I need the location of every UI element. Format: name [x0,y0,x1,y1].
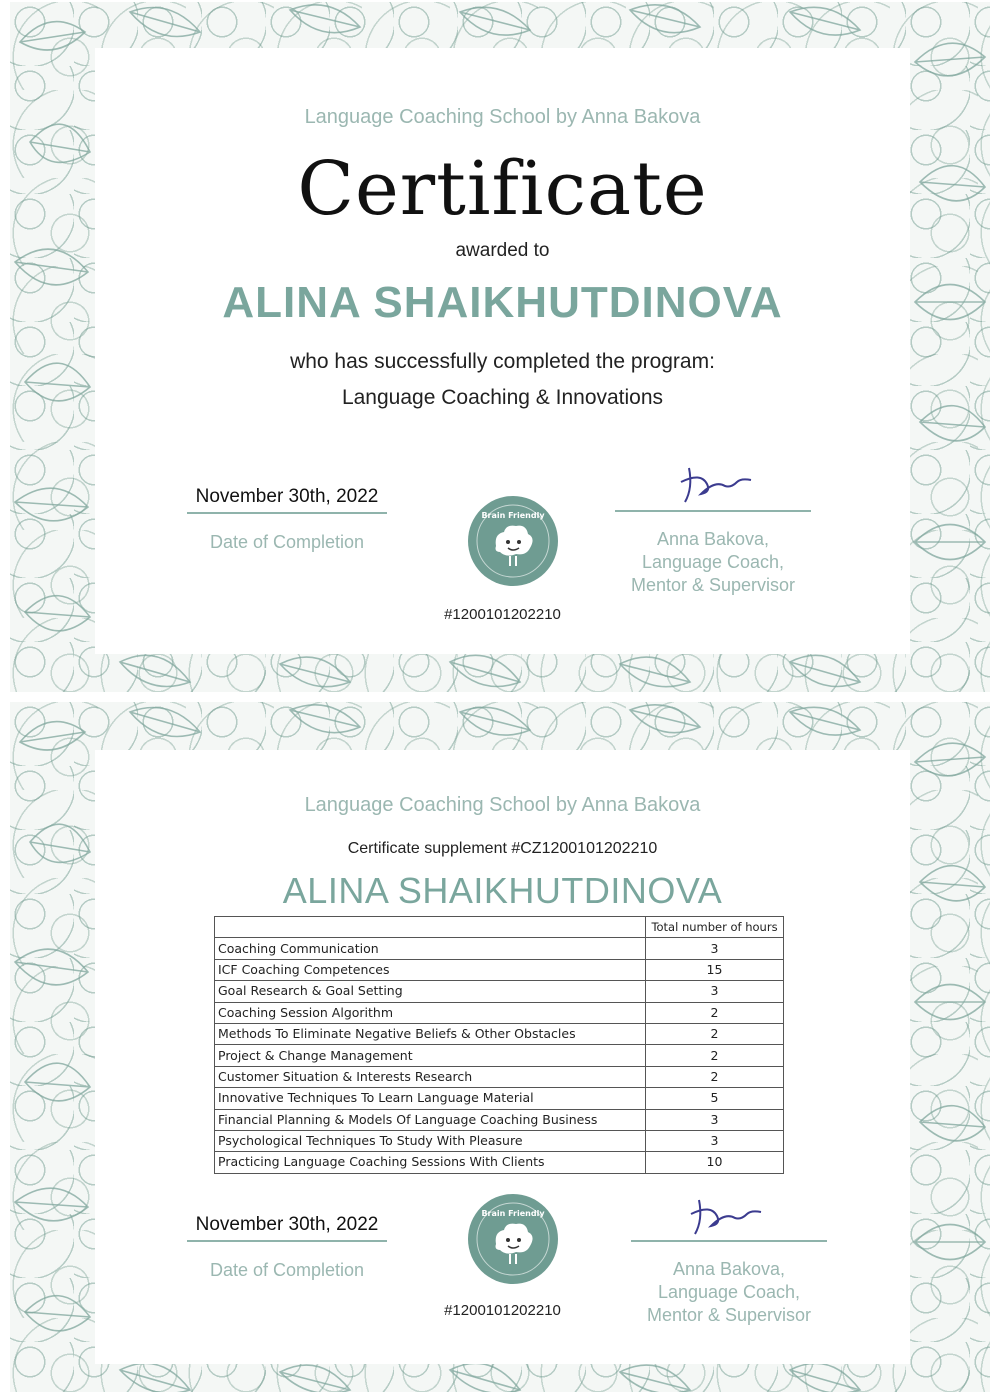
subject-cell: Psychological Techniques To Study With Pleasure [215,1130,646,1151]
supplement-panel [95,750,910,1364]
subject-cell: Practicing Language Coaching Sessions With Clients [215,1152,646,1173]
supplement-page [10,702,990,1392]
hours-cell: 3 [646,938,784,959]
certificate-page [10,2,990,692]
recipient-name: ALINA SHAIKHUTDINOVA [222,278,783,327]
hours-cell: 3 [646,981,784,1002]
date-of-completion-label: Date of Completion [209,532,365,552]
signature-image [681,1190,771,1238]
subject-cell: Methods To Eliminate Negative Beliefs & Other Obstacles [215,1023,646,1044]
table-row [215,1088,784,1109]
table-row [215,938,784,959]
signer-role: Language Coach, [641,552,785,572]
signature-block [631,1240,827,1327]
table-row [215,1002,784,1023]
recipient-name: ALINA SHAIKHUTDINOVA [282,870,723,911]
hours-cell: 2 [646,1066,784,1087]
completion-date-block [187,1214,387,1281]
hours-table [214,916,784,1174]
certificate-panel [95,48,910,654]
brain-friendly-badge [466,494,560,588]
subject-cell: Project & Change Management [215,1045,646,1066]
brain-friendly-icon [466,1192,560,1286]
table-row [215,1130,784,1151]
table-row [215,981,784,1002]
table-row [215,1066,784,1087]
signature-line [615,510,811,512]
table-row [215,1023,784,1044]
signature-block [615,510,811,597]
badge-text: Brain Friendly [481,1209,545,1218]
awarded-to-label: awarded to [455,240,550,261]
hours-cell: 2 [646,1002,784,1023]
brain-friendly-icon [466,494,560,588]
subject-cell: Customer Situation & Interests Research [215,1066,646,1087]
signer-role: Language Coach, [657,1282,801,1302]
signer-info [631,1258,827,1327]
hours-cell: 3 [646,1130,784,1151]
school-name: Language Coaching School by Anna Bakova [304,106,701,128]
subject-cell: Coaching Session Algorithm [215,1002,646,1023]
subject-cell: Coaching Communication [215,938,646,959]
program-name: Language Coaching & Innovations [341,386,664,409]
signer-info [615,528,811,597]
signer-name: Anna Bakova, [672,1259,786,1279]
signer-role: Mentor & Supervisor [646,1305,812,1325]
table-row [215,1045,784,1066]
completion-date: November 30th, 2022 [187,486,387,514]
signature-line [631,1240,827,1242]
subject-cell: Innovative Techniques To Learn Language Material [215,1088,646,1109]
hours-cell: 10 [646,1152,784,1173]
completion-date-block [187,486,387,553]
signer-role: Mentor & Supervisor [630,575,796,595]
subject-cell: ICF Coaching Competences [215,959,646,980]
completion-date: November 30th, 2022 [187,1214,387,1242]
table-row [215,1109,784,1130]
badge-text: Brain Friendly [481,511,545,520]
hours-cell: 2 [646,1023,784,1044]
signer-name: Anna Bakova, [656,529,770,549]
school-name: Language Coaching School by Anna Bakova [304,794,701,816]
subject-cell: Goal Research & Goal Setting [215,981,646,1002]
table-header-row [215,917,784,938]
brain-friendly-badge [466,1192,560,1286]
table-row [215,959,784,980]
subject-cell: Financial Planning & Models Of Language Coaching Business [215,1109,646,1130]
certificate-number: #1200101202210 [444,1302,561,1319]
supplement-number: Certificate supplement #CZ1200101202210 [347,840,658,857]
hours-cell: 3 [646,1109,784,1130]
completed-text: who has successfully completed the program: [290,350,715,373]
hours-cell: 5 [646,1088,784,1109]
signature-image [671,458,761,506]
table-header-cell [215,917,646,938]
hours-cell: 2 [646,1045,784,1066]
hours-column-header: Total number of hours [646,917,784,938]
table-row [215,1152,784,1173]
certificate-title: Certificate [297,146,708,232]
certificate-number: #1200101202210 [444,606,561,623]
hours-cell: 15 [646,959,784,980]
date-of-completion-label: Date of Completion [209,1260,365,1280]
